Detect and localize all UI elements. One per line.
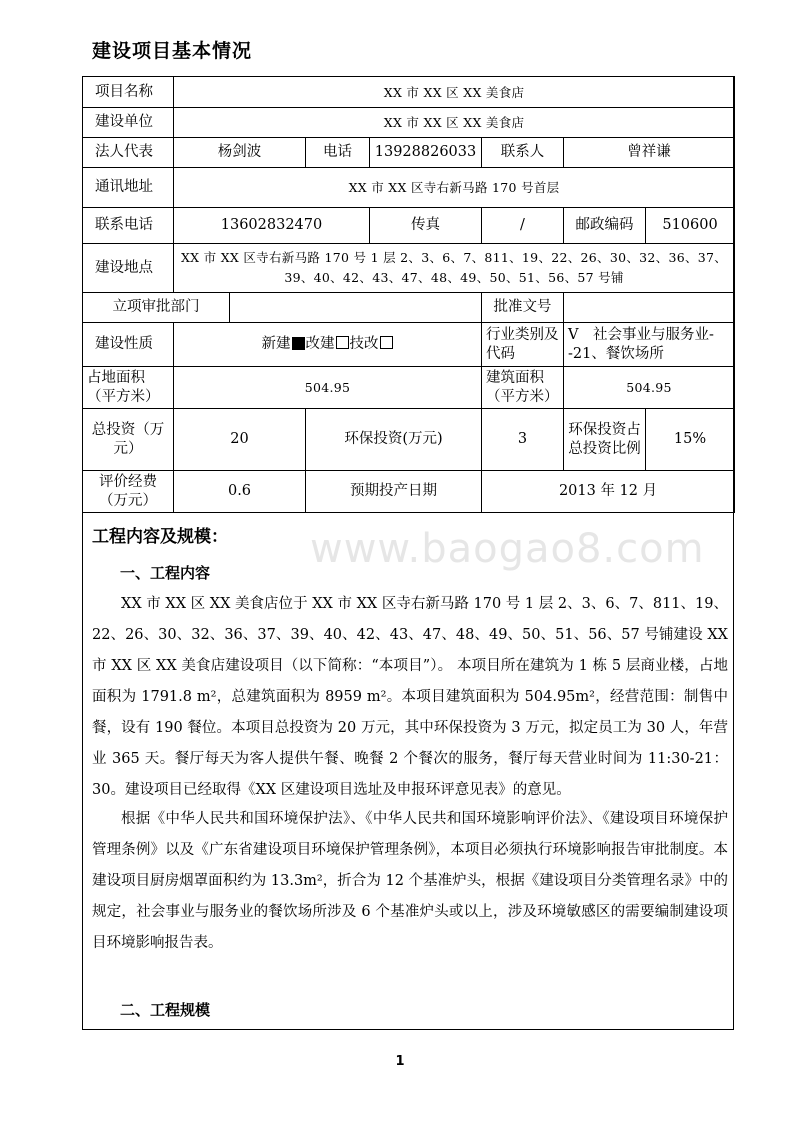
- row-address: [83, 168, 735, 208]
- tel-label: 联系电话: [83, 208, 174, 244]
- watermark: www.baogao8.com: [310, 526, 705, 572]
- build-area-label: 建筑面积（平方米）: [482, 367, 564, 409]
- nature-label: 建设性质: [83, 323, 174, 367]
- subsection-title-content: 一、工程内容: [120, 564, 211, 582]
- postcode-label: 邮政编码: [564, 208, 646, 244]
- row-approval: [83, 293, 735, 323]
- approval-dept-value: [230, 293, 482, 323]
- tel-value: 13602832470: [174, 208, 370, 244]
- eval-fee-label: 评价经费（万元）: [83, 471, 174, 513]
- row-site: [83, 244, 735, 293]
- nature-rebuild-label: 改建: [305, 336, 335, 352]
- postcode-value: 510600: [646, 208, 735, 244]
- invest-label: 总投资（万元）: [83, 409, 174, 471]
- eval-fee-value: 0.6: [174, 471, 306, 513]
- legal-rep-value: 杨剑波: [174, 138, 306, 168]
- row-invest: [83, 409, 735, 471]
- unit-label: 建设单位: [83, 108, 174, 138]
- nature-options: [174, 323, 482, 367]
- build-area-value: 504.95: [564, 367, 735, 409]
- subsection-title-scale: 二、工程规模: [120, 1001, 211, 1019]
- project-name-label: 项目名称: [83, 77, 174, 108]
- industry-label: 行业类别及代码: [482, 323, 564, 367]
- approval-dept-label: 立项审批部门: [83, 293, 230, 323]
- address-value: XX 市 XX 区寺右新马路 170 号首层: [174, 168, 735, 208]
- phone-label: 电话: [306, 138, 370, 168]
- row-project-name: [83, 77, 735, 108]
- paragraph-1: XX 市 XX 区 XX 美食店位于 XX 市 XX 区寺右新马路 170 号 1 层 2、3、6、7、811、19、22、26、30、32、36、37、39、40、42、43、47、48、49、50、51、56、57 号铺建设 XX 市 XX 区 XX 美食店建设项目（以下简称：“本项目”）。 本项目所在建筑为 1 栋 5 层商业楼，占地面积为 1791.8 m²，总建筑面积为 8959 m²。本项目建筑面积为 504.95m²，经营范围：制售中餐，设有 190 餐位。本项目总投资为 20 万元，其中环保投资为 3 万元，拟定员工为 30 人，年营业 365 天。餐厅每天为客人提供午餐、晚餐 2 个餐次的服务，餐厅每天营业时间为 11:30-21：30。建设项目已经取得《XX 区建设项目选址及申报环评意见表》的意见。: [92, 596, 728, 798]
- env-invest-value: 3: [482, 409, 564, 471]
- row-tel: [83, 208, 735, 244]
- legal-rep-label: 法人代表: [83, 138, 174, 168]
- row-area: [83, 367, 735, 409]
- start-date-value: 2013 年 12 月: [482, 471, 735, 513]
- env-ratio-value: 15%: [646, 409, 735, 471]
- paragraph-content: [92, 589, 728, 806]
- contact-label: 联系人: [482, 138, 564, 168]
- row-legal-rep: [83, 138, 735, 168]
- project-name-value: XX 市 XX 区 XX 美食店: [174, 77, 735, 108]
- industry-value: V 社会事业与服务业--21、餐饮场所: [564, 323, 735, 367]
- land-area-value: 504.95: [174, 367, 482, 409]
- env-ratio-label: 环保投资占总投资比例: [564, 409, 646, 471]
- fax-label: 传真: [370, 208, 482, 244]
- unit-value: XX 市 XX 区 XX 美食店: [174, 108, 735, 138]
- page-number: 1: [395, 1054, 405, 1069]
- site-value: XX 市 XX 区寺右新马路 170 号 1 层 2、3、6、7、811、19、22、26、30、32、36、37、39、40、42、43、47、48、49、50、51、56、57 号铺: [174, 244, 735, 293]
- section-title: 工程内容及规模：: [92, 527, 228, 547]
- paragraph-regulation: [92, 804, 728, 959]
- start-date-label: 预期投产日期: [306, 471, 482, 513]
- contact-value: 曾祥谦: [564, 138, 735, 168]
- env-invest-label: 环保投资(万元): [306, 409, 482, 471]
- site-label: 建设地点: [83, 244, 174, 293]
- fax-value: /: [482, 208, 564, 244]
- address-label: 通讯地址: [83, 168, 174, 208]
- row-eval: [83, 471, 735, 513]
- nature-new-checkbox-checked[interactable]: [292, 337, 305, 350]
- nature-rebuild-checkbox[interactable]: [336, 336, 349, 349]
- row-nature: [83, 323, 735, 367]
- approval-no-value: [564, 293, 735, 323]
- paragraph-2: 根据《中华人民共和国环境保护法》、《中华人民共和国环境影响评价法》、《建设项目环境保护管理条例》以及《广东省建设项目环境保护管理条例》，本项目必须执行环境影响报告审批制度。本建设项目厨房烟罩面积约为 13.3m²，折合为 12 个基准炉头，根据《建设项目分类管理名录》中的规定，社会事业与服务业的餐饮场所涉及 6 个基准炉头或以上，涉及环境敏感区的需要编制建设项目环境影响报告表。: [92, 811, 728, 951]
- project-info-table: [82, 76, 735, 513]
- land-area-label: 占地面积（平方米）: [83, 367, 174, 409]
- nature-new-label: 新建: [261, 336, 291, 352]
- row-unit: [83, 108, 735, 138]
- approval-no-label: 批准文号: [482, 293, 564, 323]
- nature-tech-checkbox[interactable]: [380, 336, 393, 349]
- invest-value: 20: [174, 409, 306, 471]
- nature-tech-label: 技改: [349, 336, 379, 352]
- document-title: 建设项目基本情况: [92, 40, 253, 62]
- phone-value: 13928826033: [370, 138, 482, 168]
